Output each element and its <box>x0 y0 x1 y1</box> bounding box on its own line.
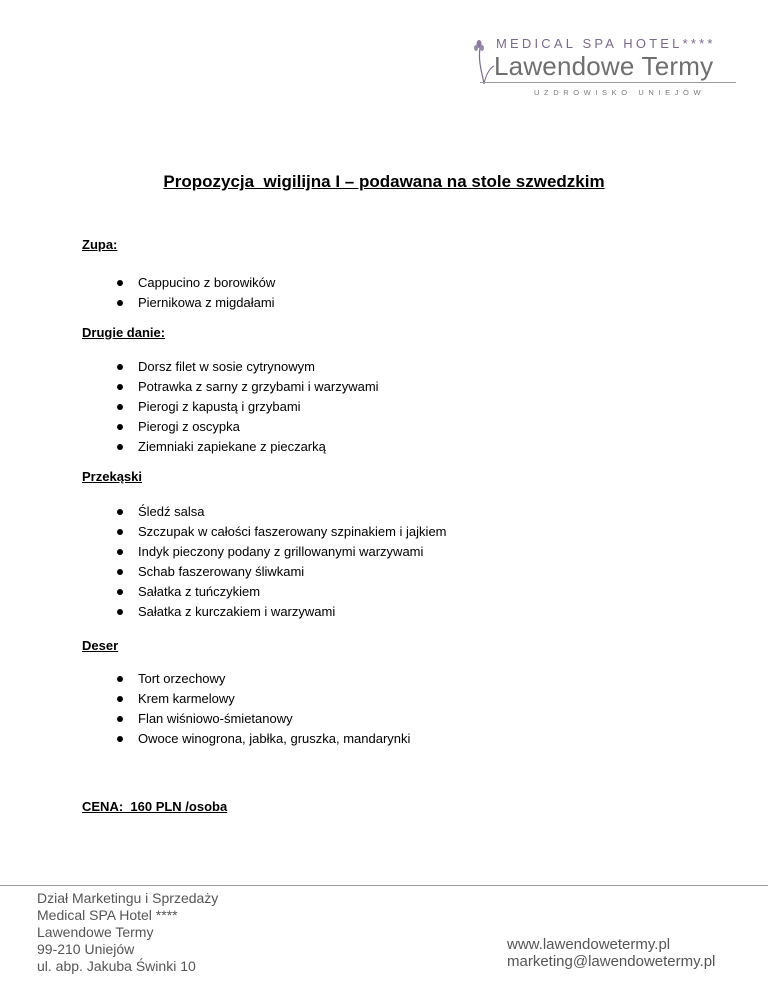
footer-website-link[interactable]: www.lawendowetermy.pl <box>507 936 671 953</box>
footer-brand: Lawendowe Termy <box>37 924 154 940</box>
footer-contact <box>507 936 715 970</box>
list-item: Krem karmelowy <box>82 689 410 709</box>
logo-tagline: MEDICAL SPA HOTEL**** <box>496 36 716 51</box>
list-item: Tort orzechowy <box>82 669 410 689</box>
logo-divider <box>480 82 736 83</box>
list-item: Szczupak w całości faszerowany szpinakiem i jajkiem <box>82 522 447 542</box>
hotel-logo <box>470 36 740 106</box>
section-heading-drugie-danie: Drugie danie: <box>82 325 166 340</box>
section-heading-deser: Deser <box>82 638 119 653</box>
section-heading-zupa: Zupa: <box>82 237 118 252</box>
logo-brand-name: Lawendowe Termy <box>494 51 714 81</box>
logo-location: UZDROWISKO UNIEJÓW <box>534 88 706 97</box>
list-item: Ziemniaki zapiekane z pieczarką <box>82 437 379 457</box>
list-item: Sałatka z tuńczykiem <box>82 582 447 602</box>
list-drugie-danie <box>82 357 379 457</box>
list-deser <box>82 669 410 749</box>
list-przekaski <box>82 502 447 622</box>
list-item: Flan wiśniowo-śmietanowy <box>82 709 410 729</box>
list-item: Pierogi z kapustą i grzybami <box>82 397 379 417</box>
footer-street: ul. abp. Jakuba Świnki 10 <box>37 958 196 974</box>
list-item: Potrawka z sarny z grzybami i warzywami <box>82 377 379 397</box>
list-item: Sałatka z kurczakiem i warzywami <box>82 602 447 622</box>
list-item: Cappucino z borowików <box>82 273 275 293</box>
page-title: Propozycja wigilijna I – podawana na stole szwedzkim <box>163 172 605 191</box>
footer-hotel-name: Medical SPA Hotel **** <box>37 907 178 923</box>
footer-divider <box>0 885 768 886</box>
list-item: Piernikowa z migdałami <box>82 293 275 313</box>
list-item: Dorsz filet w sosie cytrynowym <box>82 357 379 377</box>
list-item: Indyk pieczony podany z grillowanymi warzywami <box>82 542 447 562</box>
list-item: Schab faszerowany śliwkami <box>82 562 447 582</box>
footer-department: Dział Marketingu i Sprzedaży <box>37 890 219 906</box>
footer-email-link[interactable]: marketing@lawendowetermy.pl <box>507 953 716 970</box>
price-line: CENA: 160 PLN /osoba <box>82 799 228 814</box>
footer-postcode: 99-210 Uniejów <box>37 941 135 957</box>
list-item: Owoce winogrona, jabłka, gruszka, mandarynki <box>82 729 410 749</box>
list-item: Pierogi z oscypka <box>82 417 379 437</box>
list-item: Śledź salsa <box>82 502 447 522</box>
list-zupa <box>82 273 275 313</box>
footer-address <box>37 890 218 975</box>
section-heading-przekaski: Przekąski <box>82 469 142 484</box>
